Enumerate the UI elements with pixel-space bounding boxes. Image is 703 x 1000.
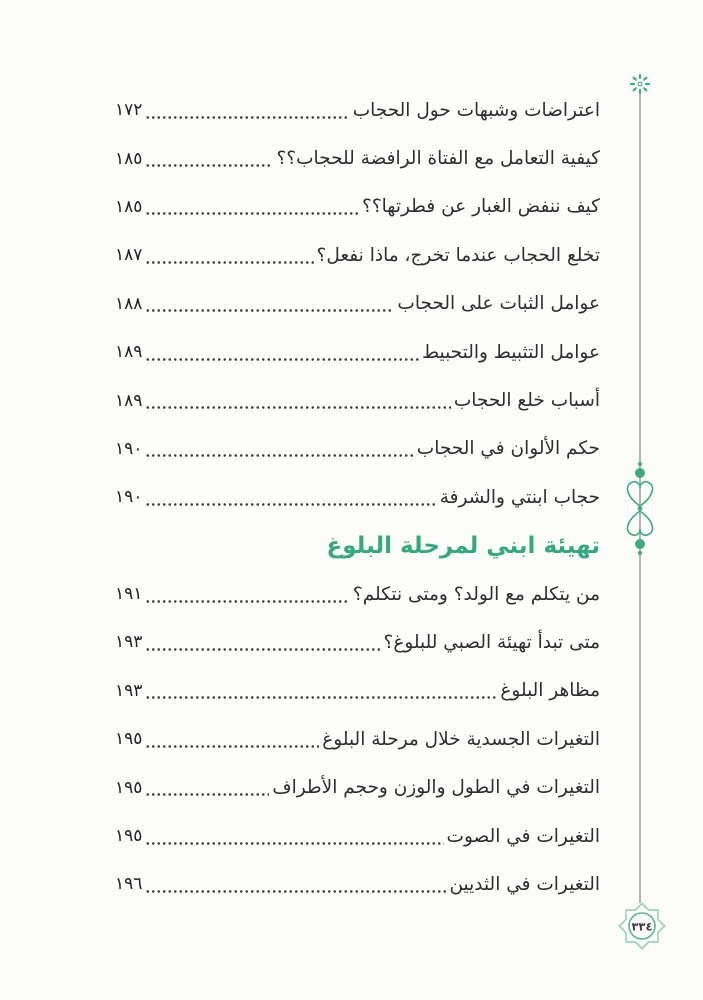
dot-leader [145,454,413,457]
entry-page-number: ١٩٥ [115,826,143,847]
entry-title: مظاهر البلوغ [500,680,600,702]
entry-page-number: ١٩٠ [115,438,143,459]
dot-leader [145,358,419,361]
entry-page-number: ١٩١ [115,584,143,605]
dot-leader [145,793,269,796]
toc-entry [115,618,600,666]
toc-entry [115,231,600,279]
toc-entry [115,280,600,328]
toc-entry [115,473,600,521]
dot-leader [145,842,443,845]
dot-leader [145,406,450,409]
entry-title: كيفية التعامل مع الفتاة الرافضة للحجاب؟؟ [276,148,600,170]
table-of-contents [115,86,600,909]
entry-title: تخلع الحجاب عندما تخرج، ماذا نفعل؟ [316,244,600,266]
entry-title: كيف ننفض الغبار عن فطرتها؟؟ [362,196,600,218]
entry-page-number: ١٨٩ [115,390,143,411]
entry-page-number: ١٩٣ [115,632,143,653]
entry-page-number: ١٨٨ [115,293,143,314]
toc-entry [115,183,600,231]
entry-page-number: ١٧٢ [115,100,143,121]
entry-title: من يتكلم مع الولد؟ ومتى نتكلم؟ [352,583,600,605]
toc-entry [115,328,600,376]
dot-leader [145,164,273,167]
entry-page-number: ١٩٦ [115,874,143,895]
entry-page-number: ١٨٥ [115,148,143,169]
dot-leader [145,261,313,264]
entry-title: أسباب خلع الحجاب [453,390,600,412]
entry-title: اعتراضات وشبهات حول الحجاب [352,99,600,121]
entry-page-number: ١٨٥ [115,196,143,217]
entry-title: التغيرات في الطول والوزن وحجم الأطراف [272,777,600,799]
entry-page-number: ١٨٧ [115,245,143,266]
filigree-hearts-ornament [615,460,665,555]
toc-entry [115,860,600,908]
entry-title: عوامل التثبيط والتحبيط [421,341,600,363]
section-heading: تهيئة ابني لمرحلة البلوغ [326,532,600,559]
toc-entry [115,86,600,134]
entry-title: متى تبدأ تهيئة الصبي للبلوغ؟ [383,631,600,653]
toc-entry [115,425,600,473]
toc-entry [115,376,600,424]
flower-burst-icon [628,72,652,96]
toc-entry [115,812,600,860]
toc-entry [115,715,600,763]
entry-page-number: ١٩٠ [115,487,143,508]
dot-leader [145,745,319,748]
dot-leader [145,890,446,893]
dot-leader [145,116,349,119]
page-number-badge [617,900,667,952]
dot-leader [145,503,436,506]
dot-leader [145,648,380,651]
toc-list-bulugh [115,570,600,909]
toc-entry [115,570,600,618]
dot-leader [145,696,497,699]
entry-title: التغيرات في الصوت [446,825,600,847]
entry-page-number: ١٩٥ [115,729,143,750]
dot-leader [145,600,350,603]
toc-entry [115,667,600,715]
dot-leader [145,212,359,215]
dot-leader [145,309,394,312]
entry-title: عوامل الثبات على الحجاب [397,293,600,315]
page-number: ٣٣٤ [631,919,653,934]
entry-title: التغيرات في الثديين [449,873,600,895]
toc-entry [115,134,600,182]
entry-page-number: ١٩٣ [115,680,143,701]
entry-title: التغيرات الجسدية خلال مرحلة البلوغ [322,728,600,750]
toc-list-hijab [115,86,600,522]
entry-page-number: ١٩٥ [115,777,143,798]
entry-title: حجاب ابنتي والشرفة [439,486,600,508]
entry-page-number: ١٨٩ [115,342,143,363]
entry-title: حكم الألوان في الحجاب [416,438,600,460]
toc-entry [115,763,600,811]
